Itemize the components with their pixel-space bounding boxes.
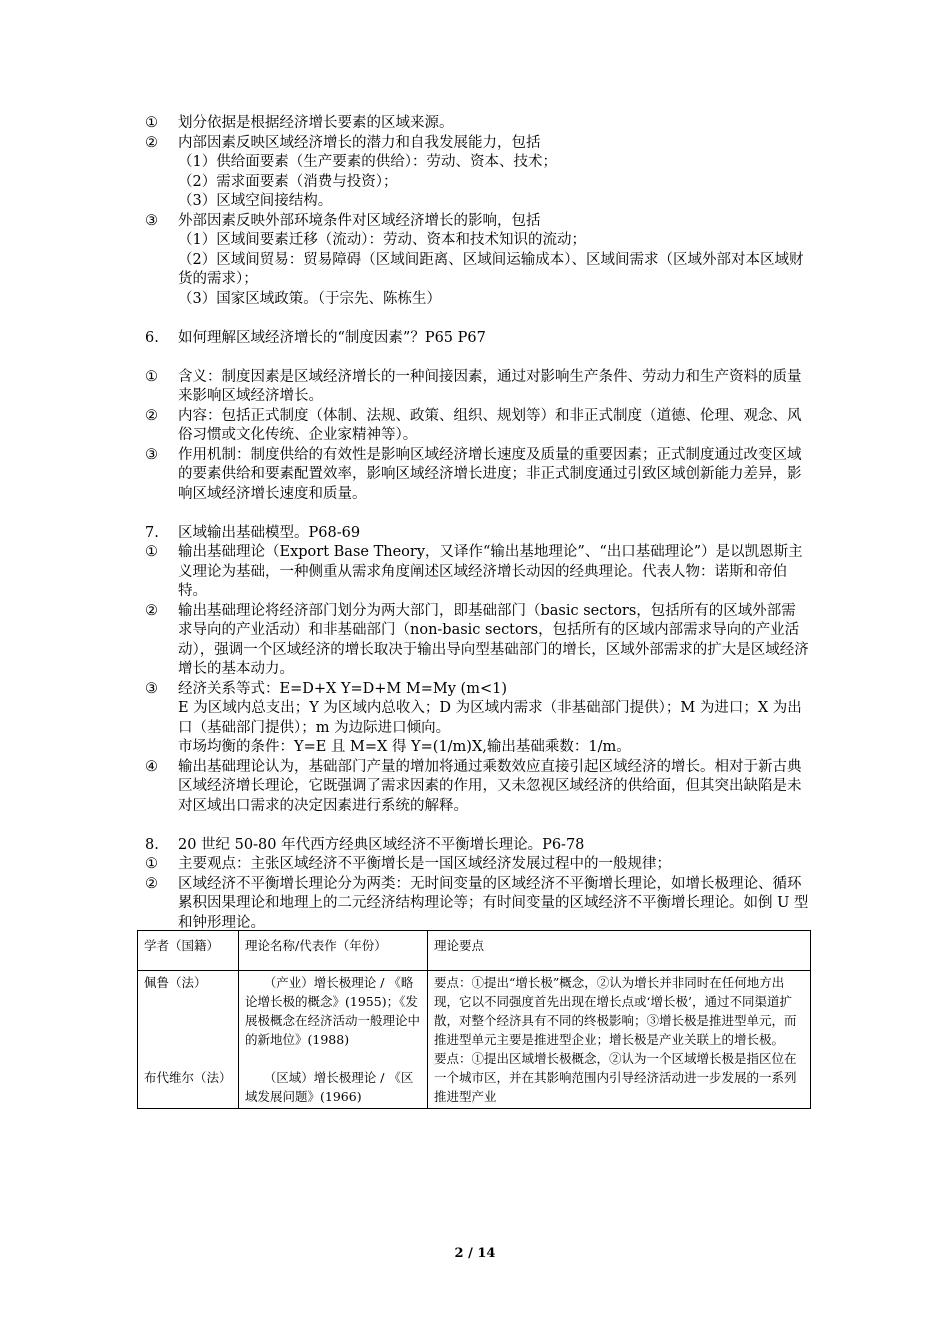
- column-header: 理论名称/代表作（年份）: [239, 931, 428, 971]
- list-item: [145, 758, 810, 817]
- question-heading: [145, 329, 810, 349]
- item-text: 内容：包括正式制度（体制、法规、政策、组织、规划等）和非正式制度（道德、伦理、观念、风俗习惯或文化传统、企业家精神等）。: [178, 407, 802, 443]
- item-number: ①: [145, 368, 158, 385]
- item-text: 外部因素反映外部环境条件对区域经济增长的影响，包括: [178, 212, 541, 229]
- item-text: 输出基础理论将经济部门划分为两大部门，即基础部门（basic sectors，包括所有的区域外部需求导向的产业活动）和非基础部门（non-basic sectors，包括所有的区域内部需求导向的产业活动），强调一个区域经济的增长取决于输出导向型基础部门的增长，区域外部需求的扩大是区域经济增长的基本动力。: [178, 602, 809, 677]
- item-text: 经济关系等式：E=D+X Y=D+M M=My (m<1): [178, 680, 507, 697]
- scholar-name: 布代维尔（法）: [144, 1070, 232, 1085]
- question-title: 如何理解区域经济增长的“制度因素”？P65 P67: [178, 329, 486, 346]
- item-number: ②: [145, 875, 158, 892]
- page-number: 2 / 14: [454, 1246, 496, 1261]
- sub-line: （1）供给面要素（生产要素的供给）：劳动、资本、技术；: [178, 154, 557, 170]
- theory-work: （产业）增长极理论 / 《略论增长极的概念》(1955)；《发展极概念在经济活动一般理论中的新地位》(1988): [245, 975, 421, 1047]
- item-number: ①: [145, 856, 158, 872]
- list-item: [145, 446, 810, 505]
- question-title: 区域输出基础模型。P68-69: [178, 524, 361, 541]
- list-item: [145, 134, 810, 212]
- theory-table: [137, 930, 811, 1109]
- question-heading: [145, 836, 810, 856]
- table-header-row: [138, 931, 811, 971]
- sub-line: E 为区域内总支出；Y 为区域内总收入；D 为区域内需求（非基础部门提供）；M 为进口；X 为出口（基础部门提供）；m 为边际进口倾向。: [178, 700, 802, 736]
- question-number: 7.: [145, 524, 159, 541]
- item-text: 划分依据是根据经济增长要素的区域来源。: [178, 115, 454, 131]
- table-cell-scholars: [138, 971, 239, 1109]
- list-item: [145, 680, 810, 758]
- item-number: ④: [145, 758, 158, 775]
- sub-line: （2）区域间贸易：贸易障碍（区域间距离、区域间运输成本）、区域间需求（区域外部对本区域财货的需求）；: [178, 251, 804, 287]
- list-item: [145, 875, 810, 934]
- theory-points: 要点：①提出区域增长极概念，②认为一个区域增长极是指区位在一个城市区，并在其影响范围内引导经济活动进一步发展的一系列推进型产业: [434, 1051, 797, 1104]
- sub-line: （3）区域空间接结构。: [178, 193, 333, 209]
- question-title: 20 世纪 50-80 年代西方经典区域经济不平衡增长理论。P6-78: [178, 836, 585, 853]
- item-text: 输出基础理论认为，基础部门产量的增加将通过乘数效应直接引起区域经济的增长。相对于新古典区域经济增长理论，它既强调了需求因素的作用，又未忽视区域经济的供给面，但其突出缺陷是未对区域出口需求的决定因素进行系统的解释。: [178, 758, 802, 814]
- list-item: [145, 114, 810, 134]
- list-item: [145, 855, 810, 875]
- list-item: [145, 602, 810, 680]
- list-item: [145, 543, 810, 602]
- item-number: ②: [145, 407, 158, 424]
- item-number: ①: [145, 115, 158, 131]
- column-header: 学者（国籍）: [138, 931, 239, 971]
- sub-line: （3）国家区域政策。（于宗先、陈栋生）: [178, 290, 441, 307]
- item-number: ②: [145, 602, 158, 619]
- scholar-name: 佩鲁（法）: [144, 975, 207, 990]
- theory-points: 要点：①提出“增长极”概念，②认为增长并非同时在任何地方出现，它以不同强度首先出现在增长点或‘增长极’，通过不同渠道扩散，对整个经济具有不同的终极影响；③增长极是推进型单元，而推进型单元主要是推进型企业；增长极是产业关联上的增长极。: [434, 975, 797, 1047]
- item-number: ③: [145, 212, 158, 229]
- list-item: [145, 212, 810, 310]
- item-number: ①: [145, 544, 158, 560]
- table-row: [138, 971, 811, 1109]
- question-number: 6.: [145, 329, 159, 346]
- question-heading: [145, 524, 810, 544]
- item-number: ②: [145, 134, 158, 151]
- list-item: [145, 407, 810, 446]
- document-body: [145, 114, 810, 933]
- table-cell-works: [239, 971, 428, 1109]
- item-text: 主要观点：主张区域经济不平衡增长是一国区域经济发展过程中的一般规律；: [178, 856, 671, 872]
- table-cell-points: [428, 971, 811, 1109]
- column-header: 理论要点: [428, 931, 811, 971]
- theory-work: （区域）增长极理论 / 《区域发展问题》(1966): [245, 1070, 414, 1104]
- item-number: ③: [145, 680, 158, 697]
- item-text: 内部因素反映区域经济增长的潜力和自我发展能力，包括: [178, 134, 541, 151]
- item-text: 作用机制：制度供给的有效性是影响区域经济增长速度及质量的重要因素；正式制度通过改变区域的要素供给和要素配置效率，影响区域经济增长进度；非正式制度通过引致区域创新能力差异，影响区域经济增长速度和质量。: [178, 446, 802, 502]
- sub-line: 市场均衡的条件：Y=E 且 M=X 得 Y=(1/m)X,输出基础乘数：1/m。: [178, 739, 631, 755]
- list-item: [145, 368, 810, 407]
- sub-line: （2）需求面要素（消费与投资）；: [178, 173, 398, 190]
- item-text: 含义：制度因素是区域经济增长的一种间接因素，通过对影响生产条件、劳动力和生产资料的质量来影响区域经济增长。: [178, 368, 802, 404]
- item-text: 区域经济不平衡增长理论分为两类：无时间变量的区域经济不平衡增长理论，如增长极理论、循环累积因果理论和地理上的二元经济结构理论等；有时间变量的区域经济不平衡增长理论。如倒 U 型和钟形理论。: [178, 875, 809, 931]
- item-number: ③: [145, 446, 158, 463]
- question-number: 8.: [145, 836, 159, 853]
- item-text: 输出基础理论（Export Base Theory，又译作“输出基地理论”、“出口基础理论”）是以凯恩斯主义理论为基础，一种侧重从需求角度阐述区域经济增长动因的经典理论。代表人物：诺斯和帝伯特。: [178, 544, 803, 599]
- sub-line: （1）区域间要素迁移（流动）：劳动、资本和技术知识的流动；: [178, 232, 586, 248]
